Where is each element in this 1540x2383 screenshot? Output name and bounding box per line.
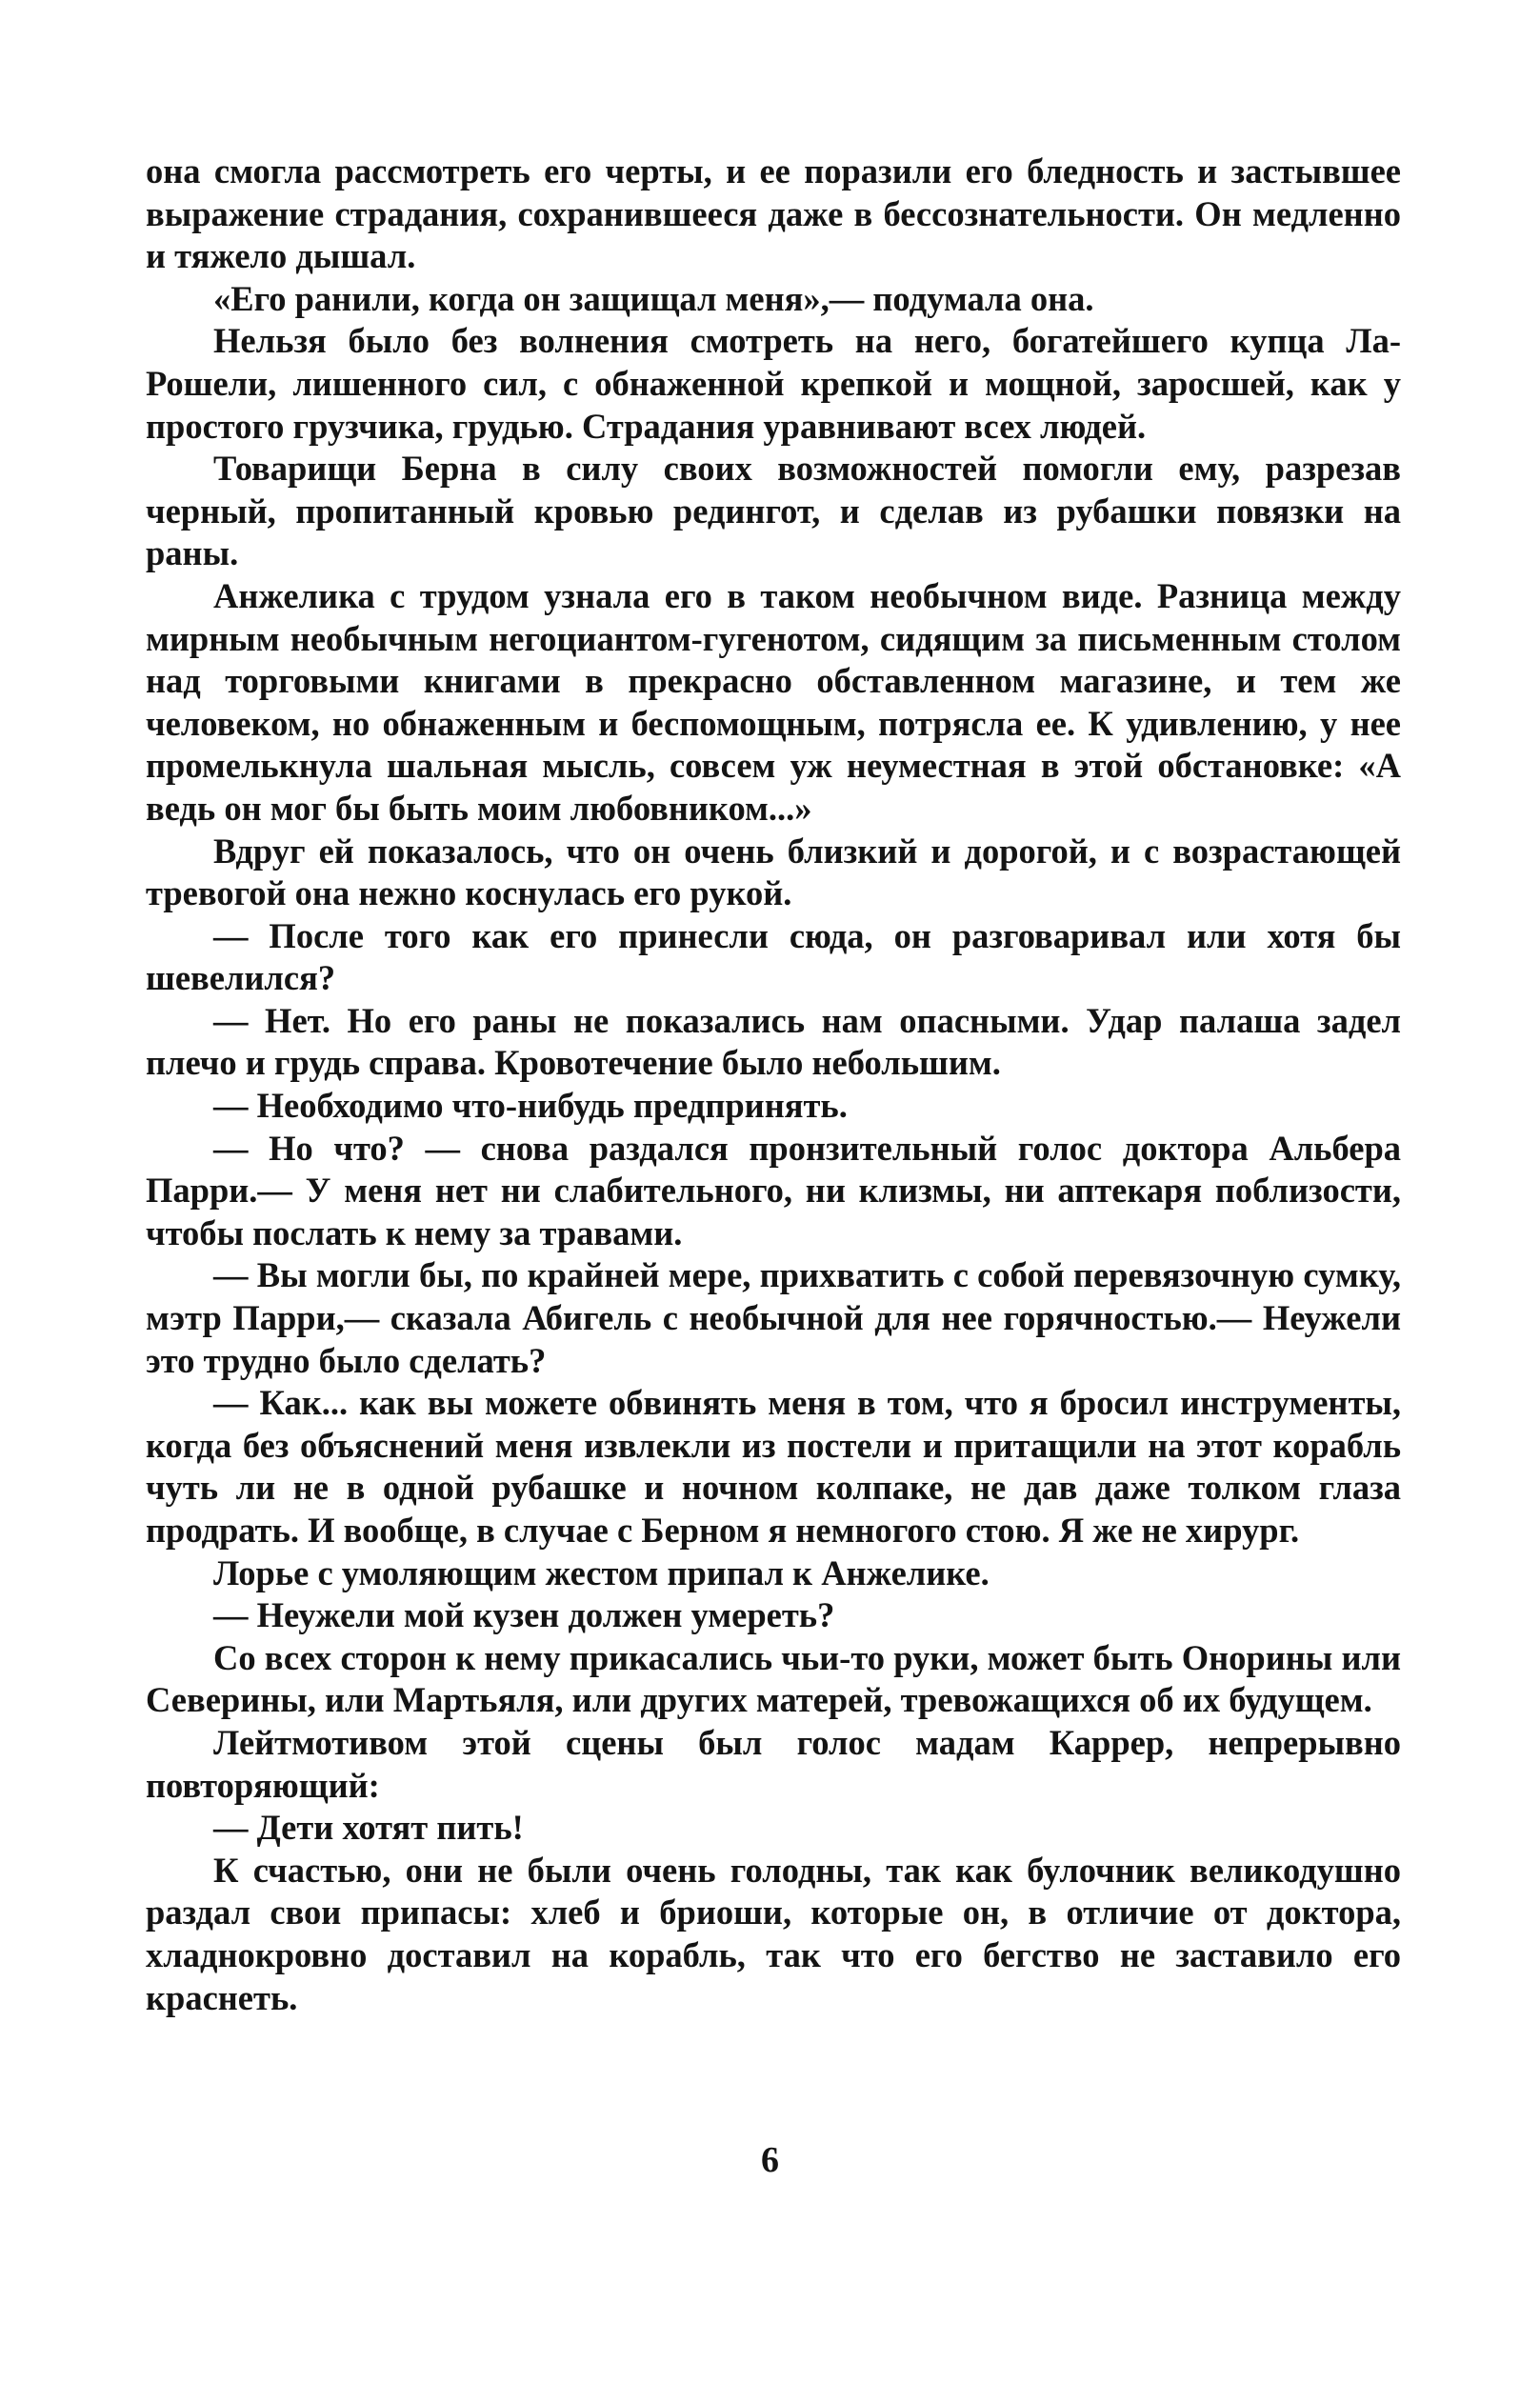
paragraph: — Дети хотят пить! <box>213 1808 524 1848</box>
paragraph: Анжелика с трудом узнала его в таком необычном виде. Разница между мирным необычным негоциантом-гугенотом, сидящим за письменным столом над торговыми книгами в прекрасно обставленном магазине, и тем же человеком, но обнаженным и беспомощным, потрясла ее. К удивлению, у нее промелькнула шальная мысль, совсем уж неуместная в этой обстановке: «А ведь он мог бы быть моим любовником...» <box>146 575 1401 828</box>
paragraph: Нельзя было без волнения смотреть на него, богатейшего купца Ла-Рошели, лишенного сил, с обнаженной крепкой и мощной, заросшей, как у простого грузчика, грудью. Страдания уравнивают всех людей. <box>146 321 1401 446</box>
paragraph: Вдруг ей показалось, что он очень близкий и дорогой, и с возрастающей тревогой она нежно коснулась его рукой. <box>146 831 1401 913</box>
paragraph: — Вы могли бы, по крайней мере, прихватить с собой перевязочную сумку, мэтр Парри,— сказала Абигель с необычной для нее горячностью.— Неужели это трудно было сделать? <box>146 1255 1401 1380</box>
paragraph: — Нет. Но его раны не показались нам опасными. Удар палаша задел плечо и грудь справа. Кровотечение было небольшим. <box>146 1000 1401 1083</box>
paragraph: — Но что? — снова раздался пронзительный голос доктора Альбера Парри.— У меня нет ни слабительного, ни клизмы, ни аптекаря поблизости, чтобы послать к нему за травами. <box>146 1128 1401 1252</box>
paragraph: она смогла рассмотреть его черты, и ее поразили его бледность и застывшее выражение страдания, сохранившееся даже в бессознательности. Он медленно и тяжело дышал. <box>146 151 1401 276</box>
paragraph: Лорье с умоляющим жестом припал к Анжелике. <box>213 1552 990 1592</box>
page-number: 6 <box>761 2140 779 2180</box>
paragraph: «Его ранили, когда он защищал меня»,— подумала она. <box>213 278 1094 318</box>
paragraph: К счастью, они не были очень голодны, так как булочник великодушно раздал свои припасы: хлеб и бриоши, которые он, в отличие от доктора, хладнокровно доставил на корабль, так что его бегство не заставило его краснеть. <box>146 1850 1401 2017</box>
paragraph: — Как... как вы можете обвинять меня в том, что я бросил инструменты, когда без объяснений меня извлекли из постели и притащили на этот корабль чуть ли не в одной рубашке и ночном колпаке, не дав даже толком глаза продрать. И вообще, в случае с Берном я немногого стою. Я же не хирург. <box>146 1383 1401 1550</box>
page-text <box>146 150 1401 2019</box>
paragraph: — После того как его принесли сюда, он разговаривал или хотя бы шевелился? <box>146 915 1401 998</box>
paragraph: Со всех сторон к нему прикасались чьи-то руки, может быть Онорины или Северины, или Мартьяля, или других матерей, тревожащихся об их будущем. <box>146 1637 1401 1720</box>
paragraph: — Неужели мой кузен должен умереть? <box>213 1595 835 1635</box>
paragraph: Товарищи Берна в силу своих возможностей помогли ему, разрезав черный, пропитанный кровью редингот, и сделав из рубашки повязки на раны. <box>146 449 1401 573</box>
paragraph: Лейтмотивом этой сцены был голос мадам Каррер, непрерывно повторяющий: <box>146 1722 1401 1805</box>
paragraph: — Необходимо что-нибудь предпринять. <box>213 1086 848 1126</box>
